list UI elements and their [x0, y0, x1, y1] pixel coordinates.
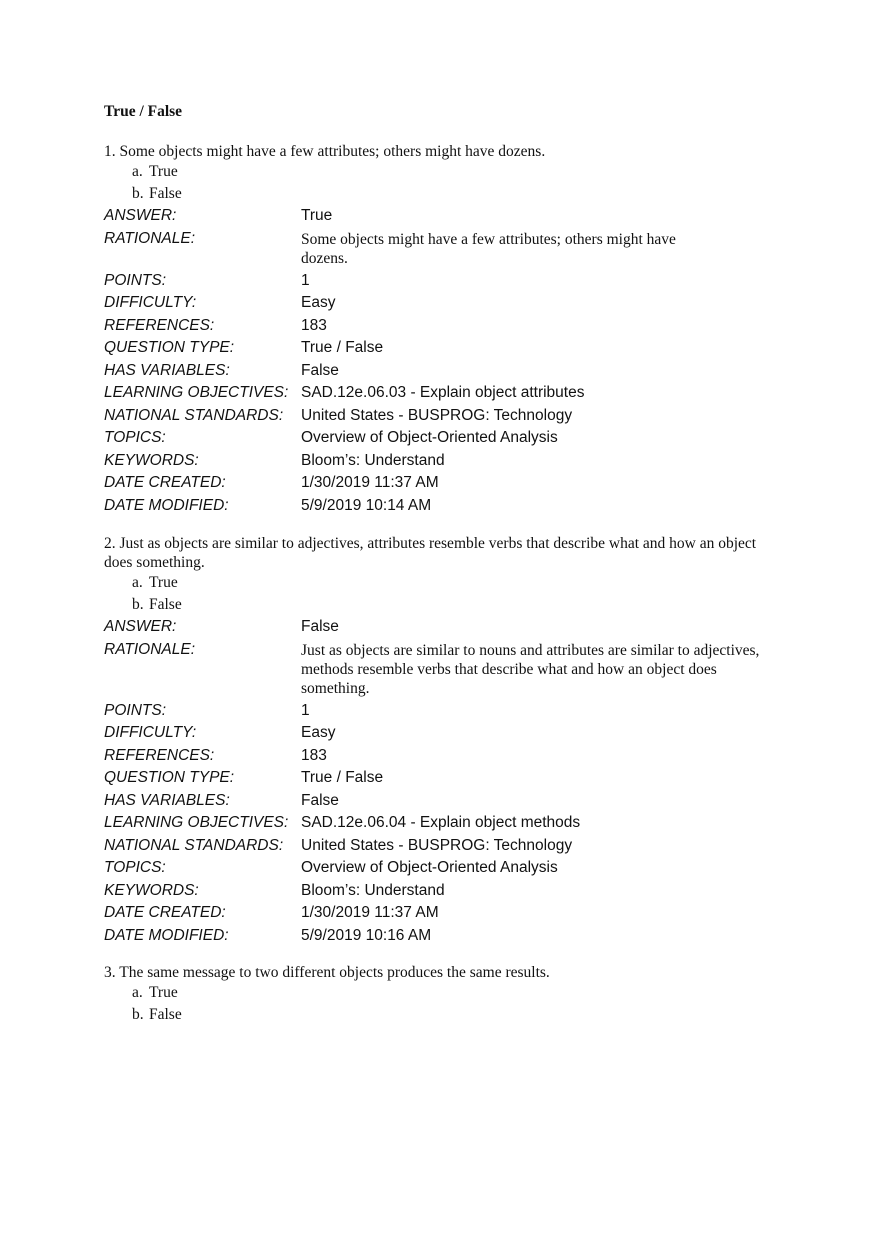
national-standards-value: United States - BUSPROG: Technology: [301, 406, 573, 424]
learning-objectives-label: LEARNING OBJECTIVES:: [104, 384, 289, 401]
topics-label: TOPICS:: [104, 429, 166, 446]
national-standards-label: NATIONAL STANDARDS:: [104, 406, 284, 424]
learning-objectives-value: SAD.12e.06.03 - Explain object attributes: [301, 384, 585, 401]
has-variables-row: [104, 360, 784, 383]
option-text: False: [149, 1006, 182, 1023]
question-type-value: True / False: [301, 339, 384, 356]
references-row: [104, 745, 784, 768]
date-created-row: [104, 902, 784, 925]
difficulty-value: Easy: [301, 294, 336, 311]
date-modified-label: DATE MODIFIED:: [104, 496, 229, 514]
option-a: [104, 161, 784, 183]
answer-label: ANSWER:: [104, 618, 177, 635]
difficulty-row: [104, 292, 784, 315]
option-letter: a.: [132, 574, 143, 591]
references-value: 183: [301, 746, 327, 764]
date-modified-value: 5/9/2019 10:14 AM: [301, 496, 432, 514]
keywords-label: KEYWORDS:: [104, 881, 199, 899]
option-text: True: [149, 984, 178, 1001]
option-b: [104, 1004, 784, 1026]
answer-value: False: [301, 618, 339, 635]
answer-options: [104, 161, 784, 205]
points-value: 1: [301, 701, 310, 719]
option-letter: b.: [132, 185, 144, 202]
option-text: True: [149, 574, 178, 591]
learning-objectives-value: SAD.12e.06.04 - Explain object methods: [301, 814, 581, 831]
difficulty-row: [104, 722, 784, 745]
topics-row: [104, 427, 784, 450]
has-variables-label: HAS VARIABLES:: [104, 791, 230, 809]
date-modified-value: 5/9/2019 10:16 AM: [301, 926, 432, 944]
references-label: REFERENCES:: [104, 316, 215, 334]
answer-row: [104, 616, 784, 639]
rationale-row: [104, 639, 784, 700]
option-a: [104, 982, 784, 1004]
has-variables-row: [104, 790, 784, 813]
learning-objectives-row: [104, 382, 784, 405]
question-3: [104, 963, 784, 1026]
date-created-value: 1/30/2019 11:37 AM: [301, 474, 439, 491]
option-text: True: [149, 163, 178, 180]
points-value: 1: [301, 271, 310, 289]
references-label: REFERENCES:: [104, 746, 215, 764]
points-label: POINTS:: [104, 701, 167, 719]
answer-options: [104, 982, 784, 1026]
rationale-value: Some objects might have a few attributes; others might have dozens.: [301, 230, 676, 267]
keywords-value: Bloom’s: Understand: [301, 881, 445, 899]
option-letter: b.: [132, 596, 144, 613]
references-row: [104, 315, 784, 338]
option-a: [104, 572, 784, 594]
keywords-value: Bloom’s: Understand: [301, 451, 445, 469]
rationale-label: RATIONALE:: [104, 229, 196, 247]
question-type-label: QUESTION TYPE:: [104, 339, 235, 356]
option-b: [104, 594, 784, 616]
national-standards-label: NATIONAL STANDARDS:: [104, 836, 284, 854]
references-value: 183: [301, 316, 327, 334]
option-b: [104, 183, 784, 205]
keywords-label: KEYWORDS:: [104, 451, 199, 469]
points-row: [104, 700, 784, 723]
question-type-label: QUESTION TYPE:: [104, 769, 235, 786]
topics-label: TOPICS:: [104, 859, 166, 876]
difficulty-label: DIFFICULTY:: [104, 724, 197, 741]
date-modified-row: [104, 925, 784, 948]
national-standards-row: [104, 405, 784, 428]
date-modified-label: DATE MODIFIED:: [104, 926, 229, 944]
date-created-row: [104, 472, 784, 495]
points-row: [104, 270, 784, 293]
learning-objectives-label: LEARNING OBJECTIVES:: [104, 814, 289, 831]
question-type-row: [104, 337, 784, 360]
answer-value: True: [301, 207, 333, 224]
difficulty-value: Easy: [301, 724, 336, 741]
learning-objectives-row: [104, 812, 784, 835]
national-standards-row: [104, 835, 784, 858]
topics-row: [104, 857, 784, 880]
rationale-value: Just as objects are similar to nouns and attributes are similar to adjectives, methods resemble verbs that describe what and how an object does something.: [301, 641, 760, 697]
option-letter: a.: [132, 163, 143, 180]
points-label: POINTS:: [104, 271, 167, 289]
option-text: False: [149, 596, 182, 613]
question-metadata: [104, 616, 784, 947]
answer-label: ANSWER:: [104, 207, 177, 224]
date-modified-row: [104, 495, 784, 518]
option-letter: a.: [132, 984, 143, 1001]
option-letter: b.: [132, 1006, 144, 1023]
answer-row: [104, 205, 784, 228]
question-stem: 3. The same message to two different objects produces the same results.: [104, 964, 550, 981]
rationale-row: [104, 228, 784, 270]
national-standards-value: United States - BUSPROG: Technology: [301, 836, 573, 854]
topics-value: Overview of Object-Oriented Analysis: [301, 859, 558, 876]
option-text: False: [149, 185, 182, 202]
has-variables-value: False: [301, 361, 339, 379]
date-created-label: DATE CREATED:: [104, 904, 226, 921]
date-created-value: 1/30/2019 11:37 AM: [301, 904, 439, 921]
keywords-row: [104, 880, 784, 903]
has-variables-label: HAS VARIABLES:: [104, 361, 230, 379]
difficulty-label: DIFFICULTY:: [104, 294, 197, 311]
section-title: True / False: [104, 103, 183, 120]
question-metadata: [104, 205, 784, 517]
question-type-value: True / False: [301, 769, 384, 786]
answer-options: [104, 572, 784, 616]
question-1: [104, 142, 784, 517]
keywords-row: [104, 450, 784, 473]
date-created-label: DATE CREATED:: [104, 474, 226, 491]
question-2: [104, 534, 784, 947]
topics-value: Overview of Object-Oriented Analysis: [301, 429, 558, 446]
has-variables-value: False: [301, 791, 339, 809]
rationale-label: RATIONALE:: [104, 640, 196, 658]
question-stem: 2. Just as objects are similar to adjectives, attributes resemble verbs that describe what and how an object does something.: [104, 535, 757, 571]
question-type-row: [104, 767, 784, 790]
question-stem: 1. Some objects might have a few attributes; others might have dozens.: [104, 143, 546, 160]
